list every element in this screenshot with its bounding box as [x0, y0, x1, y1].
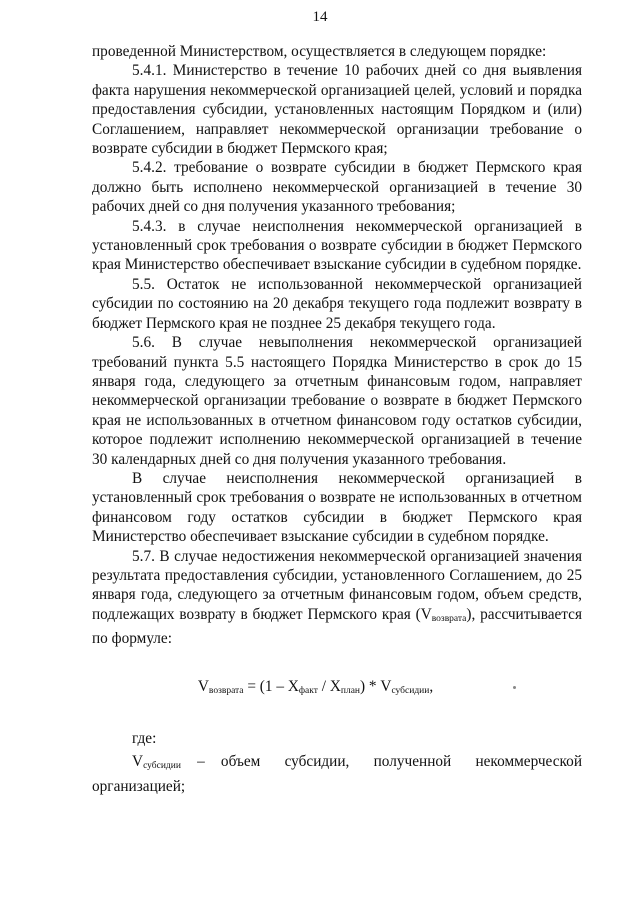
formula-v-subsidy-sub: субсидии [391, 685, 430, 696]
formula-v-return: V [197, 677, 209, 695]
definition-dash: – [197, 753, 205, 771]
paragraph-5-7 [92, 547, 582, 649]
paragraph-5-7-text: 5.7. В случае недостижения некоммерческой организацией значения результата предоставления субсидии, установленного Соглашением, до 25 января года, следующего за отчетным финансовым годом, объем средств, подлежащих возврату в бюджет Пермского края (V [92, 547, 582, 623]
paragraph-5-7-subscript: возврата [431, 613, 467, 624]
scan-artifact-dot [513, 686, 516, 689]
paragraph-5-6-continuation: В случае неисполнения некоммерческой организацией в установленный срок требования о возврате не использованных в отчетном финансовом году остатков субсидии в бюджет Пермского края Министерство обеспечивает взыскание субсидии в судебном порядке. [92, 469, 582, 546]
formula-equals: = (1 – X [243, 677, 299, 695]
paragraph-5-4-1: 5.4.1. Министерство в течение 10 рабочих дней со дня выявления факта нарушения некоммерческой организацией целей, условий и порядка предоставления субсидии, установленных настоящим Порядком и (или) Соглашением, направляет некоммерческой организации требование о возврате субсидии в бюджет Пермского края; [92, 62, 582, 158]
formula-multiply: ) * V [360, 677, 392, 695]
paragraph-intro: проведенной Министерством, осуществляется в следующем порядке: [92, 43, 547, 60]
definition-text: объем субсидии, полученной некоммерческой организацией; [92, 753, 582, 795]
definition-symbol-sub: субсидии [143, 761, 181, 772]
paragraph-5-7-text-end: ), рассчитывается по формуле: [92, 605, 583, 648]
where-label: где: [132, 730, 157, 747]
paragraph-5-5: 5.5. Остаток не использованной некоммерческой организацией субсидии по состоянию на 20 декабря текущего года подлежит возврату в бюджет Пермского края не позднее 25 декабря текущего года. [92, 275, 582, 332]
formula-tail: , [429, 677, 434, 695]
formula-x-fact-sub: факт [298, 685, 318, 696]
formula-divide: / X [317, 677, 341, 695]
definition-v-subsidy [92, 752, 582, 796]
paragraph-5-4-2: 5.4.2. требование о возврате субсидии в бюджет Пермского края должно быть исполнено некоммерческой организацией в течение 30 рабочих дней со дня получения указанного требования; [92, 159, 582, 216]
formula-v-return-sub: возврата [208, 685, 244, 696]
document-body [92, 42, 582, 796]
page-number: 14 [312, 9, 328, 25]
formula-x-plan-sub: план [340, 685, 361, 696]
paragraph-5-6: 5.6. В случае невыполнения некоммерческой организацией требований пункта 5.5 настоящего Порядка Министерство в срок до 15 января года, следующего за отчетным финансовым годом, направляет некоммерческой организации требование о возврате в бюджет Пермского края не использованных в отчетном финансовом году остатков субсидии, которое подлежит исполнению некоммерческой организацией в течение 30 календарных дней со дня получения указанного требования. [92, 334, 582, 468]
paragraph-5-4-3: 5.4.3. в случае неисполнения некоммерческой организацией в установленный срок требования о возврате субсидии в бюджет Пермского края Министерство обеспечивает взыскание субсидии в судебном порядке. [92, 217, 582, 274]
refund-formula [92, 677, 582, 701]
definition-symbol: V [132, 753, 144, 771]
